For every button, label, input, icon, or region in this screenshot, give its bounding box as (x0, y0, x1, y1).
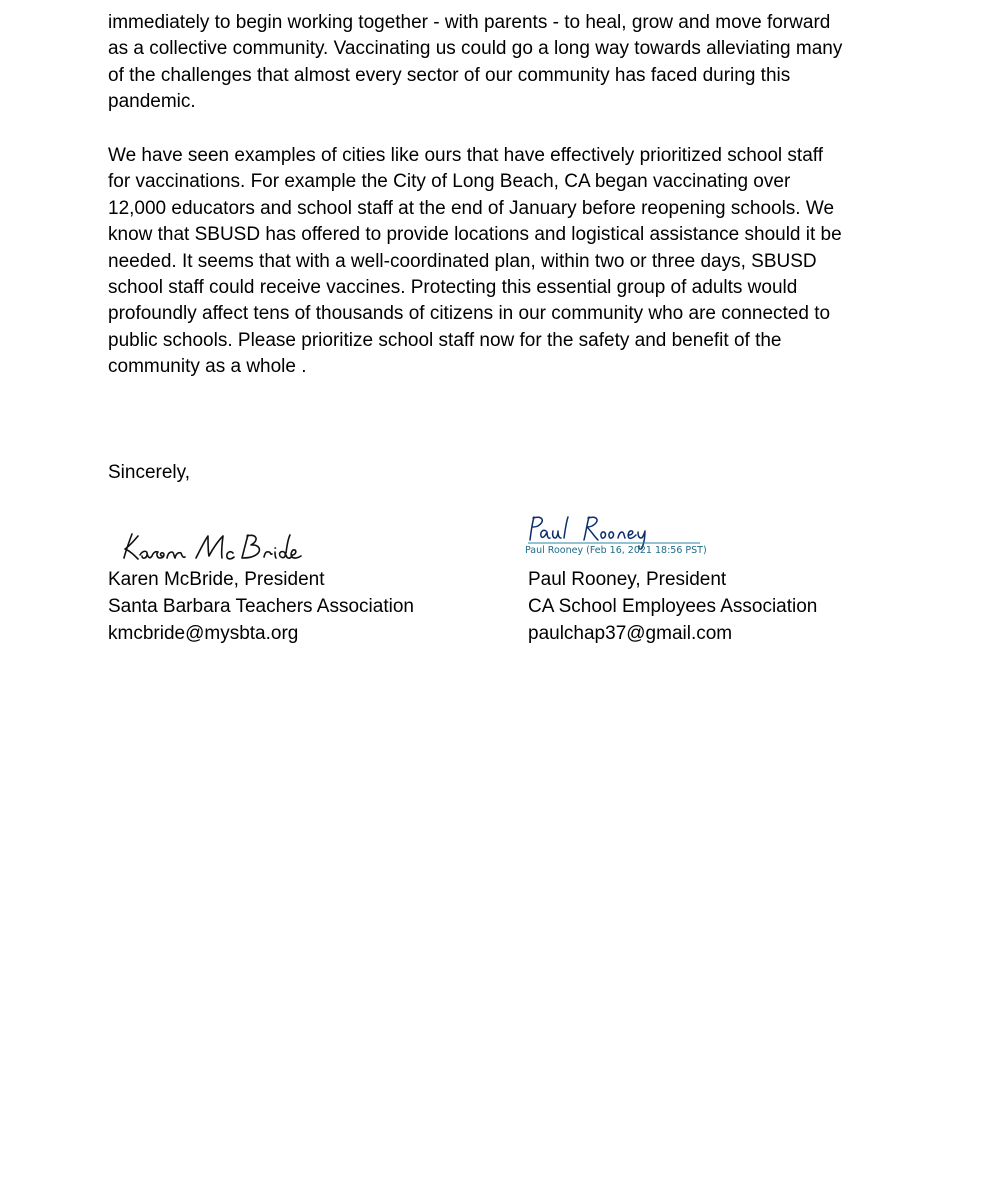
paragraph-line: know that SBUSD has offered to provide locations and logistical assistance should it be (108, 224, 842, 246)
paragraph-line: immediately to begin working together - with parents - to heal, grow and move forward (108, 12, 831, 33)
paragraph-line: We have seen examples of cities like ours that have effectively prioritized school staff (108, 145, 823, 166)
paragraph-line: pandemic. (108, 91, 196, 113)
signer-block-karen-mcbride (108, 566, 414, 647)
closing-salutation: Sincerely, (108, 462, 191, 483)
signer-block-paul-rooney (528, 566, 817, 647)
paragraph-line: as a collective community. Vaccinating us could go a long way towards alleviating many (108, 38, 843, 60)
paragraph-line: public schools. Please prioritize school staff now for the safety and benefit of the (108, 329, 782, 351)
paragraph-line: school staff could receive vaccines. Protecting this essential group of adults would (108, 277, 798, 299)
signer-name-title: Karen McBride, President (108, 569, 325, 590)
body-paragraph-1 (108, 10, 898, 116)
paragraph-line: for vaccinations. For example the City of Long Beach, CA began vaccinating over (108, 171, 791, 193)
signer-organization: Santa Barbara Teachers Association (108, 596, 414, 617)
signer-email: paulchap37@gmail.com (528, 623, 733, 644)
signer-name-title: Paul Rooney, President (528, 569, 727, 590)
esignature-stamp: Paul Rooney (Feb 16, 2021 18:56 PST) (525, 545, 707, 556)
paragraph-line: community as a whole . (108, 356, 307, 378)
body-paragraph-2 (108, 143, 898, 381)
paragraph-line: of the challenges that almost every sector of our community has faced during this (108, 64, 791, 86)
signer-email: kmcbride@mysbta.org (108, 623, 299, 644)
paragraph-line: 12,000 educators and school staff at the end of January before reopening schools. We (108, 197, 835, 219)
karen-mcbride-signature (112, 528, 322, 566)
signer-organization: CA School Employees Association (528, 596, 818, 617)
paragraph-line: profoundly affect tens of thousands of citizens in our community who are connected to (108, 303, 831, 325)
paragraph-line: needed. It seems that with a well-coordinated plan, within two or three days, SBUSD (108, 250, 817, 272)
